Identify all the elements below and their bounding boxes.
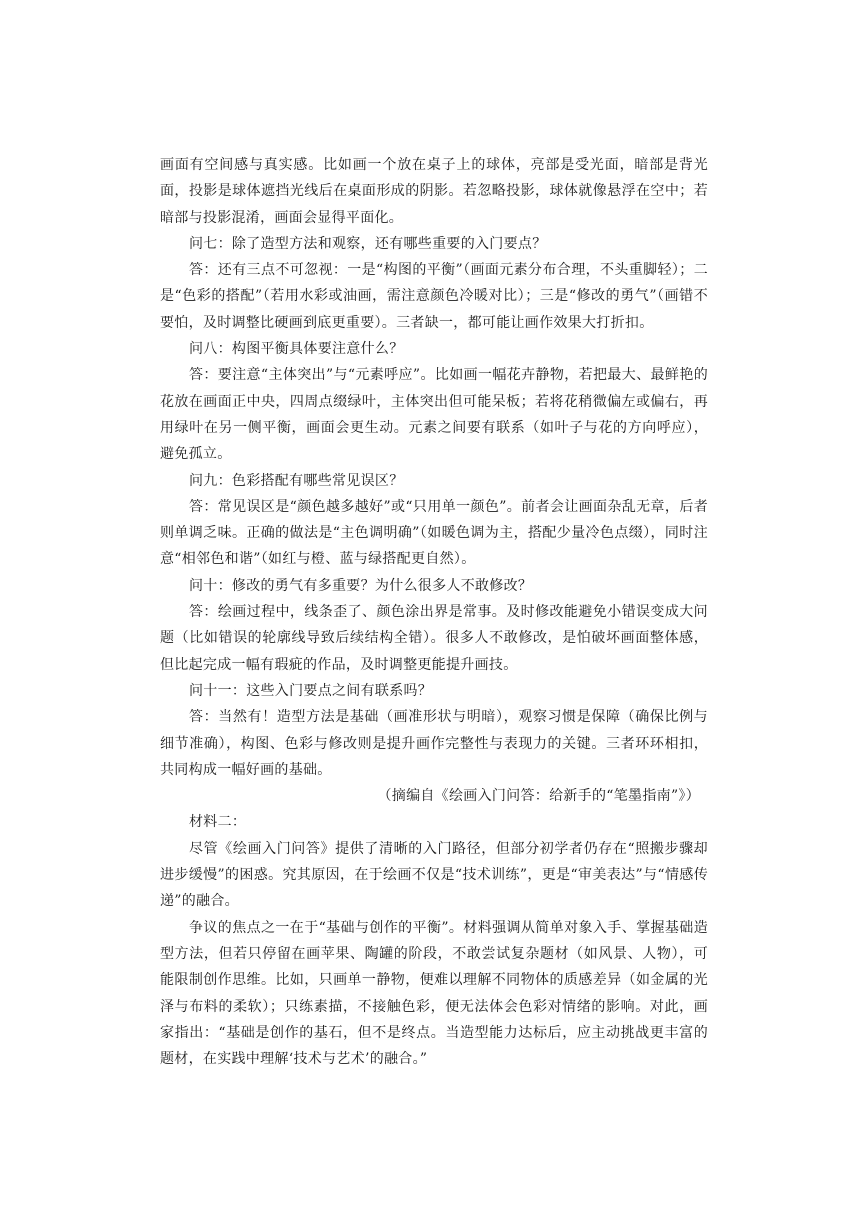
answer-seven: 答：还有三点不可忽视：一是“构图的平衡”（画面元素分布合理，不头重脚轻）；二是“色彩的搭配”（若用水彩或油画，需注意颜色冷暖对比）；三是“修改的勇气”（画错不要怕，及时调整比硬画到底更重要）。三者缺一，都可能让画作效果大打折扣。 bbox=[160, 262, 708, 331]
question-ten: 问十：修改的勇气有多重要？为什么很多人不敢修改？ bbox=[189, 577, 533, 594]
source-citation: （摘编自《绘画入门问答：给新手的“笔墨指南”》） bbox=[377, 788, 700, 805]
answer-eight: 答：要注意“主体突出”与“元素呼应”。比如画一幅花卉静物，若把最大、最鲜艳的花放在画面正中央，四周点缀绿叶，主体突出但可能呆板；若将花稍微偏左或偏右，再用绿叶在另一侧平衡，画面会更生动。元素之间要有联系（如叶子与花的方向呼应），避免孤立。 bbox=[160, 367, 708, 463]
question-eleven: 问十一：这些入门要点之间有联系吗？ bbox=[189, 682, 433, 699]
answer-ten: 答：绘画过程中，线条歪了、颜色涂出界是常事。及时修改能避免小错误变成大问题（比如错误的轮廓线导致后续结构全错）。很多人不敢修改，是怕破坏画面整体感，但比起完成一幅有瑕疵的作品，及时调整更能提升画技。 bbox=[160, 604, 708, 673]
paragraph-continuation: 画面有空间感与真实感。比如画一个放在桌子上的球体，亮部是受光面，暗部是背光面，投影是球体遮挡光线后在桌面形成的阴影。若忽略投影，球体就像悬浮在空中；若暗部与投影混淆，画面会显得平面化。 bbox=[160, 157, 708, 226]
material-two-heading: 材料二： bbox=[189, 814, 247, 831]
question-seven: 问七：除了造型方法和观察，还有哪些重要的入门要点？ bbox=[189, 235, 547, 252]
question-eight: 问八：构图平衡具体要注意什么？ bbox=[189, 341, 404, 358]
material-two-paragraph-1: 尽管《绘画入门问答》提供了清晰的入门路径，但部分初学者仍存在“照搬步骤却进步缓慢”的困惑。究其原因，在于绘画不仅是“技术训练”，更是“审美表达”与“情感传递”的融合。 bbox=[160, 840, 708, 910]
answer-nine: 答：常见误区是“颜色越多越好”或“只用单一颜色”。前者会让画面杂乱无章，后者则单调乏味。正确的做法是“主色调明确”（如暖色调为主，搭配少量冷色点缀），同时注意“相邻色和谐”（如红与橙、蓝与绿搭配更自然）。 bbox=[160, 498, 708, 568]
document-page bbox=[160, 152, 708, 1072]
material-two-paragraph-2: 争议的焦点之一在于“基础与创作的平衡”。材料强调从简单对象入手、掌握基础造型方法，但若只停留在画苹果、陶罐的阶段，不敢尝试复杂题材（如风景、人物），可能限制创作思维。比如，只画单一静物，便难以理解不同物体的质感差异（如金属的光泽与布料的柔软）；只练素描，不接触色彩，便无法体会色彩对情绪的影响。对此，画家指出：“基础是创作的基石，但不是终点。当造型能力达标后，应主动挑战更丰富的题材，在实践中理解‘技术与艺术’的融合。” bbox=[160, 919, 708, 1068]
answer-eleven: 答：当然有！造型方法是基础（画准形状与明暗），观察习惯是保障（确保比例与细节准确），构图、色彩与修改则是提升画作完整性与表现力的关键。三者环环相扣，共同构成一幅好画的基础。 bbox=[160, 709, 708, 778]
question-nine: 问九：色彩搭配有哪些常见误区？ bbox=[189, 472, 404, 489]
